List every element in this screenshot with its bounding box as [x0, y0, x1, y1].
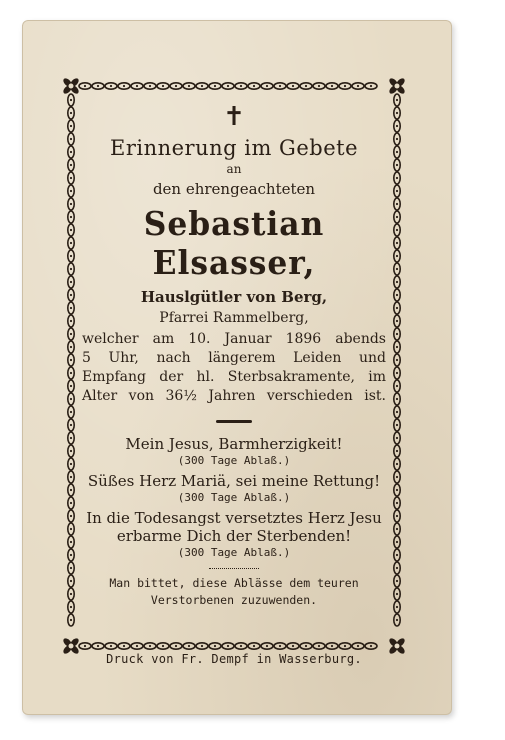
border-dot — [70, 554, 72, 556]
border-dot — [70, 515, 72, 517]
border-dot — [70, 138, 72, 140]
border-dot — [70, 242, 72, 244]
border-dot — [70, 320, 72, 322]
border-dot — [70, 567, 72, 569]
border-dot — [188, 645, 190, 647]
border-dot — [279, 645, 281, 647]
border-dot — [70, 385, 72, 387]
closing-note — [80, 575, 388, 609]
border-dot — [396, 398, 398, 400]
cross-icon: ✝ — [223, 102, 245, 132]
border-dot — [396, 619, 398, 621]
border-dot — [396, 268, 398, 270]
border-dot — [227, 85, 229, 87]
border-dot — [396, 177, 398, 179]
corner-ornament-icon — [388, 77, 406, 95]
border-dot — [292, 85, 294, 87]
border-dot — [344, 85, 346, 87]
border-dot — [266, 85, 268, 87]
border-dot — [70, 476, 72, 478]
border-dot — [396, 385, 398, 387]
border-dot — [370, 85, 372, 87]
border-dot — [370, 645, 372, 647]
death-line: welcher am 10. Januar 1896 abends — [82, 331, 386, 347]
deceased-name: Sebastian Elsasser, — [143, 204, 325, 282]
border-dot — [110, 645, 112, 647]
border-dot — [396, 411, 398, 413]
border-dot — [70, 528, 72, 530]
border-dot — [253, 645, 255, 647]
card-text — [80, 104, 388, 609]
border-dot — [318, 645, 320, 647]
border-dot — [396, 138, 398, 140]
border-dot — [396, 502, 398, 504]
border-dot — [70, 541, 72, 543]
border-dot — [396, 437, 398, 439]
border-dot — [331, 85, 333, 87]
prayer-3: In die Todesangst versetztes Herz Jesu erbarme Dich der Sterbenden! — [86, 509, 382, 545]
border-dot — [396, 346, 398, 348]
border-dot — [279, 85, 281, 87]
border-dot — [70, 203, 72, 205]
closing-line: Verstorbenen zuzuwenden. — [150, 593, 318, 607]
border-dot — [70, 411, 72, 413]
border-dot — [97, 85, 99, 87]
indulgence-2: (300 Tage Ablaß.) — [177, 491, 291, 504]
small-divider — [209, 568, 259, 569]
border-dot — [396, 489, 398, 491]
border-dot — [70, 372, 72, 374]
border-dot — [396, 190, 398, 192]
border-dot — [136, 645, 138, 647]
border-dot — [214, 85, 216, 87]
border-dot — [84, 85, 86, 87]
border-dot — [70, 346, 72, 348]
border-dot — [70, 333, 72, 335]
border-dot — [331, 645, 333, 647]
border-dot — [123, 645, 125, 647]
border-dot — [84, 645, 86, 647]
border-dot — [357, 85, 359, 87]
prayer-2: Süßes Herz Mariä, sei meine Rettung! — [87, 472, 381, 490]
death-line: Alter von 36½ Jahren verschieden ist. — [82, 388, 386, 404]
border-dot — [149, 85, 151, 87]
border-dot — [201, 645, 203, 647]
indulgence-1: (300 Tage Ablaß.) — [177, 454, 291, 467]
border-dot — [70, 359, 72, 361]
border-dot — [162, 85, 164, 87]
border-dot — [396, 242, 398, 244]
border-dot — [253, 85, 255, 87]
border-dot — [396, 580, 398, 582]
border-dot — [70, 125, 72, 127]
border-dot — [175, 85, 177, 87]
border-dot — [396, 515, 398, 517]
border-dot — [70, 307, 72, 309]
border-dot — [201, 85, 203, 87]
border-dot — [396, 593, 398, 595]
border-dot — [396, 450, 398, 452]
connector-text: an — [226, 162, 242, 176]
border-dot — [396, 554, 398, 556]
border-dot — [123, 85, 125, 87]
border-dot — [396, 203, 398, 205]
border-dot — [240, 645, 242, 647]
corner-ornament-icon — [62, 637, 80, 655]
border-dot — [97, 645, 99, 647]
border-dot — [396, 229, 398, 231]
border-dot — [396, 307, 398, 309]
closing-line: Man bittet, diese Ablässe dem teuren — [109, 576, 359, 590]
divider — [216, 420, 252, 423]
border-dot — [70, 593, 72, 595]
border-dot — [162, 645, 164, 647]
border-dot — [305, 85, 307, 87]
border-dot — [70, 190, 72, 192]
printer-imprint: Druck von Fr. Dempf in Wasserburg. — [106, 652, 362, 666]
border-dot — [70, 229, 72, 231]
border-dot — [70, 463, 72, 465]
border-dot — [344, 645, 346, 647]
border-dot — [175, 645, 177, 647]
border-dot — [70, 606, 72, 608]
border-dot — [70, 450, 72, 452]
border-dot — [136, 85, 138, 87]
border-dot — [396, 359, 398, 361]
border-dot — [70, 151, 72, 153]
border-dot — [396, 99, 398, 101]
border-dot — [396, 281, 398, 283]
border-dot — [70, 164, 72, 166]
border-dot — [396, 216, 398, 218]
indulgence-3: (300 Tage Ablaß.) — [177, 546, 291, 559]
border-dot — [396, 372, 398, 374]
prayer-1: Mein Jesus, Barmherzigkeit! — [125, 435, 343, 453]
border-dot — [70, 437, 72, 439]
border-dot — [396, 333, 398, 335]
preface-text: den ehrengeachteten — [152, 180, 316, 198]
border-dot — [396, 606, 398, 608]
border-dot — [149, 645, 151, 647]
death-paragraph — [80, 330, 388, 406]
border-dot — [396, 164, 398, 166]
corner-ornament-icon — [62, 77, 80, 95]
border-dot — [70, 281, 72, 283]
border-dot — [396, 541, 398, 543]
border-dot — [396, 528, 398, 530]
death-line: 5 Uhr, nach längerem Leiden und — [82, 350, 386, 366]
border-dot — [396, 320, 398, 322]
border-dot — [396, 476, 398, 478]
border-dot — [70, 177, 72, 179]
parish: Pfarrei Rammelberg, — [159, 310, 309, 326]
border-dot — [70, 99, 72, 101]
border-dot — [396, 424, 398, 426]
border-dot — [70, 294, 72, 296]
border-dot — [227, 645, 229, 647]
border-dot — [240, 85, 242, 87]
border-dot — [70, 268, 72, 270]
border-dot — [357, 645, 359, 647]
heading: Erinnerung im Gebete — [109, 136, 358, 160]
death-line: Empfang der hl. Sterbsakramente, im — [82, 369, 386, 385]
border-dot — [70, 502, 72, 504]
border-dot — [266, 645, 268, 647]
border-dot — [214, 645, 216, 647]
border-dot — [396, 112, 398, 114]
occupation: Hauslgütler von Berg, — [140, 288, 328, 306]
corner-ornament-icon — [388, 637, 406, 655]
border-dot — [70, 489, 72, 491]
border-dot — [396, 125, 398, 127]
border-dot — [110, 85, 112, 87]
border-dot — [188, 85, 190, 87]
border-dot — [70, 619, 72, 621]
border-dot — [70, 398, 72, 400]
border-dot — [70, 112, 72, 114]
border-dot — [396, 255, 398, 257]
border-dot — [305, 645, 307, 647]
border-dot — [70, 216, 72, 218]
border-dot — [70, 580, 72, 582]
border-dot — [292, 645, 294, 647]
border-dot — [396, 151, 398, 153]
border-dot — [70, 424, 72, 426]
border-dot — [396, 567, 398, 569]
border-dot — [396, 294, 398, 296]
border-dot — [396, 463, 398, 465]
border-dot — [70, 255, 72, 257]
border-dot — [318, 85, 320, 87]
